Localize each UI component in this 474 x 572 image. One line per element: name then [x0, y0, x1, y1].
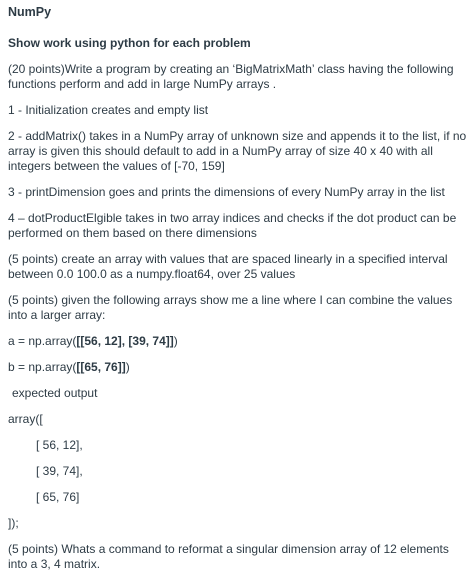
question-reshape: (5 points) Whats a command to reformat a singular dimension array of 12 elements into a 3, 4 matrix. — [8, 542, 449, 571]
code-b-prefix: b = np.array( — [8, 360, 77, 374]
code-a-values: [[56, 12], [39, 74]] — [76, 334, 174, 348]
requirement-item-4: 4 – dotProductElgible takes in two array indices and checks if the dot product can be performed on them based on there dimensions — [8, 211, 457, 240]
requirement-item-3: 3 - printDimension goes and prints the dimensions of every NumPy array in the list — [8, 185, 445, 199]
code-array-a — [8, 334, 468, 349]
code-b-suffix: ) — [125, 360, 130, 374]
array-row-2: [ 39, 74], — [36, 464, 83, 478]
array-row-1: [ 56, 12], — [36, 438, 83, 452]
code-a-prefix: a = np.array( — [8, 334, 77, 348]
question-linspace: (5 points) create an array with values that are spaced linearly in a specified interval between 0.0 100.0 as a numpy.float64, over 25 values — [8, 252, 448, 281]
document-subtitle: Show work using python for each problem — [8, 36, 251, 50]
code-a-suffix: ) — [173, 334, 178, 348]
array-open-line: array([ — [8, 412, 43, 426]
array-close-line: ]); — [8, 516, 19, 530]
array-row-3: [ 65, 76] — [36, 490, 80, 504]
intro-paragraph: (20 points)Write a program by creating an ‘BigMatrixMath’ class having the following functions perform and add in large NumPy arrays . — [8, 62, 454, 91]
code-array-b — [8, 360, 468, 375]
question-combine: (5 points) given the following arrays show me a line where I can combine the values into a larger array: — [8, 293, 453, 322]
requirement-item-2: 2 - addMatrix() takes in a NumPy array of unknown size and appends it to the list, if no array is given this should default to add in a NumPy array of size 40 x 40 with all integers between the values of [-70, 159] — [8, 129, 467, 173]
requirement-item-1: 1 - Initialization creates and empty list — [8, 103, 209, 117]
code-b-values: [[65, 76]] — [76, 360, 126, 374]
document-title: NumPy — [8, 5, 52, 19]
expected-output-label: expected output — [12, 386, 98, 400]
